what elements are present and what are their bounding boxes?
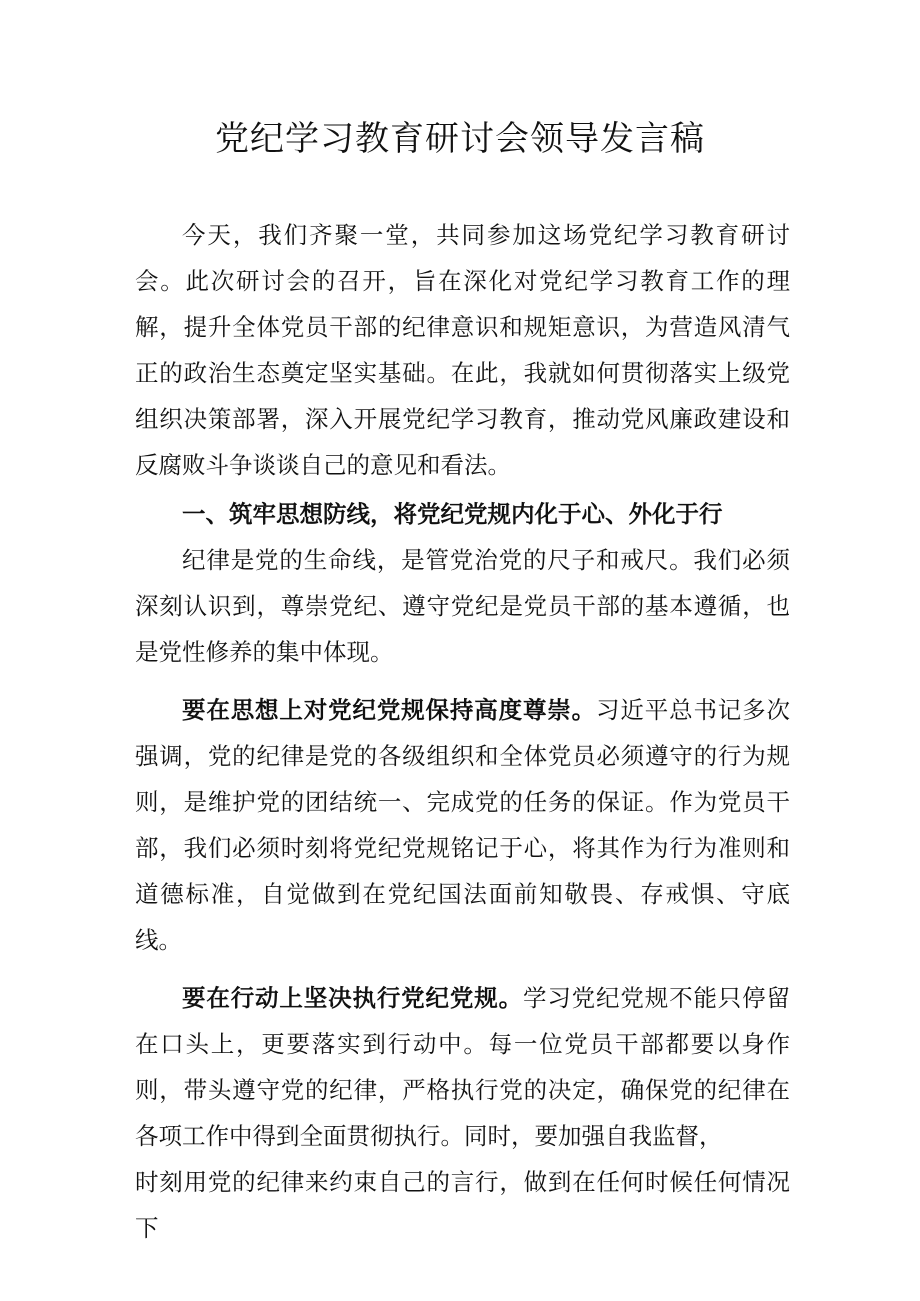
document-title: 党纪学习教育研讨会领导发言稿 [215, 119, 705, 159]
section-1-point-1-paragraph [135, 687, 790, 963]
section-1-point-2-paragraph [135, 975, 790, 1159]
point-1-text: 习近平总书记多次强调，党的纪律是党的各级组织和全体党员必须遵守的行为规则，是维护党的团结统一、完成党的任务的保证。作为党员干部，我们必须时刻将党纪党规铭记于心，将其作为行为准则和道德标准，自觉做到在党纪国法面前知敬畏、存戒惧、守底线。 [135, 696, 791, 954]
point-2-lead: 要在行动上坚决执行党纪党规。 [182, 984, 523, 1012]
point-1-lead: 要在思想上对党纪党规保持高度尊崇。 [182, 696, 597, 724]
point-2-continued-line: 时刻用党的纪律来约束自己的言行，做到在任何时候任何情况下 [135, 1168, 790, 1242]
document-body [135, 212, 790, 1251]
section-heading-1: 一、筑牢思想防线，将党纪党规内化于心、外化于行 [182, 500, 723, 528]
point-2-text: 学习党纪党规不能只停留在口头上，更要落实到行动中。每一位党员干部都要以身作则，带头遵守党的纪律，严格执行党的决定，确保党的纪律在各项工作中得到全面贯彻执行。同时，要加强自我监督， [135, 984, 791, 1150]
opening-paragraph: 今天，我们齐聚一堂，共同参加这场党纪学习教育研讨会。此次研讨会的召开，旨在深化对党纪学习教育工作的理解，提升全体党员干部的纪律意识和规矩意识，为营造风清气正的政治生态奠定坚实基础。在此，我就如何贯彻落实上级党组织决策部署，深入开展党纪学习教育，推动党风廉政建设和反腐败斗争谈谈自己的意见和看法。 [135, 221, 790, 479]
section-1-intro-paragraph: 纪律是党的生命线，是管党治党的尺子和戒尺。我们必须深刻认识到，尊崇党纪、遵守党纪是党员干部的基本遵循，也是党性修养的集中体现。 [135, 546, 790, 666]
